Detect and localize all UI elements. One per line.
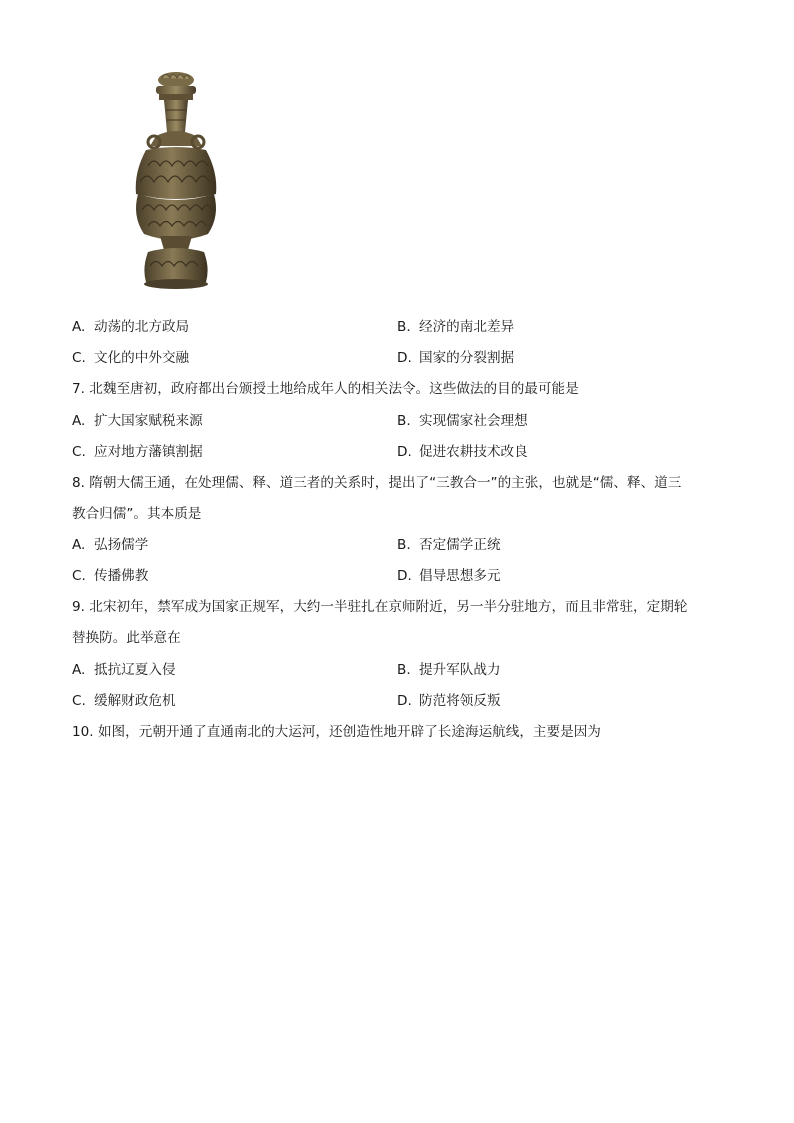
option-letter: A. <box>72 537 86 553</box>
q8-stem-line2: 教合归儒”。其本质是 <box>72 506 202 522</box>
q9-stem-line2: 替换防。此举意在 <box>72 630 181 646</box>
option-text: 动荡的北方政局 <box>94 319 190 335</box>
option-letter: B. <box>397 413 411 429</box>
q7-option-d <box>397 443 528 461</box>
q6-option-d <box>397 349 514 367</box>
option-letter: C. <box>72 350 86 366</box>
q8-option-d <box>397 567 501 585</box>
option-text: 文化的中外交融 <box>94 350 190 366</box>
celadon-vessel-image <box>126 70 226 294</box>
option-text: 促进农耕技术改良 <box>419 444 528 460</box>
option-text: 缓解财政危机 <box>94 693 176 709</box>
option-letter: B. <box>397 537 411 553</box>
option-text: 倡导思想多元 <box>419 568 501 584</box>
q10-stem: 10. 如图，元朝开通了直通南北的大运河，还创造性地开辟了长途海运航线，主要是因为 <box>72 724 601 740</box>
option-letter: D. <box>397 350 412 366</box>
option-letter: B. <box>397 319 411 335</box>
q7-option-a <box>72 412 203 430</box>
option-text: 弘扬儒学 <box>94 537 149 553</box>
q7-option-b <box>397 412 528 430</box>
q6-option-b <box>397 318 514 336</box>
option-text: 实现儒家社会理想 <box>419 413 528 429</box>
q9-option-d <box>397 692 501 710</box>
option-text: 防范将领反叛 <box>419 693 501 709</box>
q8-stem-line1: 8. 隋朝大儒王通，在处理儒、释、道三者的关系时，提出了“三教合一”的主张，也就是“儒、释、道三 <box>72 475 682 491</box>
q7-option-c <box>72 443 203 461</box>
q8-option-a <box>72 536 148 554</box>
option-letter: A. <box>72 413 86 429</box>
option-text: 应对地方藩镇割据 <box>94 444 203 460</box>
q6-option-a <box>72 318 189 336</box>
q7-stem: 7. 北魏至唐初，政府都出台颁授土地给成年人的相关法令。这些做法的目的最可能是 <box>72 381 579 397</box>
option-letter: C. <box>72 444 86 460</box>
option-letter: B. <box>397 662 411 678</box>
q8-option-c <box>72 567 148 585</box>
option-text: 提升军队战力 <box>419 662 501 678</box>
q9-stem-line1: 9. 北宋初年，禁军成为国家正规军，大约一半驻扎在京师附近，另一半分驻地方，而且非常驻，定期轮 <box>72 599 688 615</box>
option-text: 否定儒学正统 <box>419 537 501 553</box>
option-letter: D. <box>397 444 412 460</box>
option-letter: A. <box>72 662 86 678</box>
option-text: 传播佛教 <box>94 568 149 584</box>
option-letter: C. <box>72 693 86 709</box>
option-letter: D. <box>397 568 412 584</box>
option-text: 抵抗辽夏入侵 <box>94 662 176 678</box>
q9-option-b <box>397 661 501 679</box>
option-text: 经济的南北差异 <box>419 319 515 335</box>
option-letter: C. <box>72 568 86 584</box>
option-letter: D. <box>397 693 412 709</box>
q9-option-c <box>72 692 176 710</box>
q6-option-c <box>72 349 189 367</box>
option-text: 扩大国家赋税来源 <box>94 413 203 429</box>
q9-option-a <box>72 661 176 679</box>
option-letter: A. <box>72 319 86 335</box>
q8-option-b <box>397 536 501 554</box>
option-text: 国家的分裂割据 <box>419 350 515 366</box>
